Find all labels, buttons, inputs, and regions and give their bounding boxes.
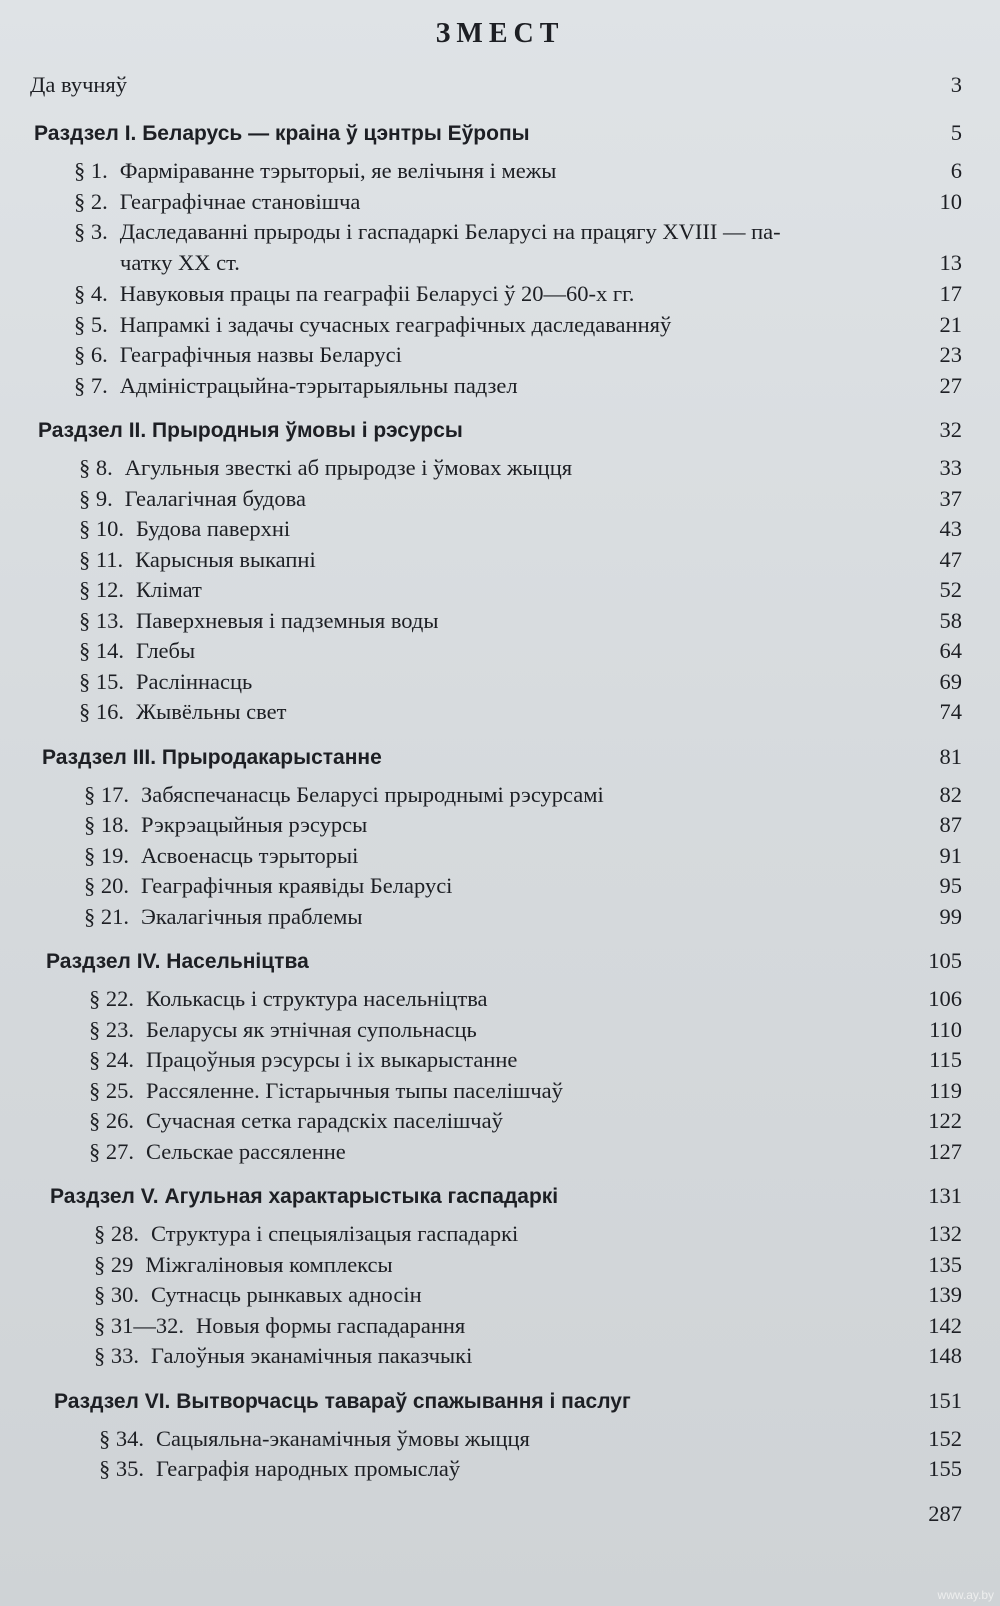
toc-item — [89, 986, 962, 1020]
item-title: Паверхневыя і падземныя воды — [136, 607, 439, 633]
item-title: Карысныя выкапні — [135, 546, 316, 572]
item-number: § 19. — [84, 842, 129, 868]
page-number: 148 — [928, 1343, 962, 1368]
item-title: Працоўныя рэсурсы і іх выкарыстанне — [146, 1047, 518, 1072]
page-number: 43 — [939, 516, 962, 541]
item-title: Геаграфічныя назвы Беларусі — [119, 342, 402, 367]
item-number: § 4. — [74, 281, 108, 306]
watermark: www.ay.by — [937, 1588, 994, 1602]
page-number: 74 — [939, 699, 962, 724]
toc-section — [54, 1388, 962, 1422]
toc-item — [94, 1252, 962, 1286]
item-title: Рассяленне. Гістарычныя тыпы паселішчаў — [146, 1077, 563, 1103]
item-title: Сучасная сетка гарадскіх паселішчаў — [146, 1108, 503, 1133]
item-title: Клімат — [136, 577, 202, 602]
item-title: Экалагічныя праблемы — [141, 903, 363, 929]
item-number: § 27. — [89, 1138, 134, 1164]
item-number: § 33. — [94, 1343, 139, 1368]
toc-intro — [30, 72, 962, 106]
page-number: 69 — [939, 668, 962, 694]
item-number: § 24. — [89, 1047, 134, 1072]
item-title: Асвоенасць тэрыторыі — [141, 842, 359, 868]
page-number: 105 — [928, 948, 962, 973]
page-number: 95 — [939, 873, 962, 898]
page-number: 82 — [939, 781, 962, 807]
item-number: § 10. — [79, 516, 124, 541]
page-number: 142 — [928, 1312, 962, 1338]
page-number: 27 — [939, 372, 962, 398]
item-title: Забяспечанасць Беларусі прыроднымі рэсурсамі — [141, 781, 604, 807]
item-title: Навуковыя працы па геаграфіі Беларусі ў 20—60-х гг. — [119, 281, 635, 306]
toc-item — [94, 1313, 962, 1347]
item-title: Новыя формы гаспадарання — [196, 1312, 466, 1338]
item-number: § 28. — [94, 1221, 139, 1246]
page-number: 32 — [939, 417, 962, 442]
section-title: Раздзел VI. Вытворчасць тавараў спажывання і паслуг — [54, 1389, 631, 1413]
toc-item — [99, 1456, 962, 1490]
item-number: § 11. — [79, 546, 124, 572]
page-number: 52 — [939, 577, 962, 602]
toc-item — [84, 904, 962, 938]
item-number: § 18. — [84, 812, 129, 837]
section-title: Раздзел IV. Насельніцтва — [46, 950, 309, 973]
page-number: 131 — [928, 1183, 962, 1208]
toc-item — [94, 1343, 962, 1377]
page-number: 3 — [950, 72, 962, 97]
toc-item — [74, 373, 962, 407]
item-number: § 1. — [74, 158, 108, 183]
item-number: § 12. — [79, 577, 124, 602]
item-number: § 5. — [74, 311, 108, 337]
page-number: 47 — [939, 546, 962, 572]
item-number: § 8. — [79, 455, 113, 480]
toc-item — [89, 1078, 962, 1112]
item-title: Беларусы як этнічная супольнасць — [146, 1016, 477, 1042]
toc-item — [84, 873, 962, 907]
toc-item — [89, 1139, 962, 1173]
item-title: Напрамкі і задачы сучасных геаграфічных даследаванняў — [119, 311, 672, 337]
toc-item — [79, 608, 962, 642]
item-title: Рэкрэацыйныя рэсурсы — [141, 812, 368, 837]
toc-item — [79, 547, 962, 581]
item-number: § 30. — [94, 1282, 139, 1307]
item-number: § 15. — [79, 668, 124, 694]
item-title: Фарміраванне тэрыторыі, яе велічыня і межы — [119, 158, 557, 183]
page-number: 106 — [928, 986, 962, 1011]
section-title: Раздзел V. Агульная характарыстыка гаспадаркі — [50, 1185, 559, 1208]
toc-section — [34, 120, 962, 154]
page-number: 64 — [939, 638, 962, 663]
toc-item — [79, 486, 962, 520]
item-number: § 29 — [94, 1251, 134, 1277]
page-number: 33 — [939, 455, 962, 480]
item-number: § 7. — [74, 372, 108, 398]
item-title: Сацыяльна-эканамічныя ўмовы жыцця — [156, 1425, 530, 1451]
item-title: Структура і спецыялізацыя гаспадаркі — [151, 1221, 519, 1246]
item-number: § 14. — [79, 638, 124, 663]
toc-item — [89, 1017, 962, 1051]
page-number: 135 — [928, 1251, 962, 1277]
page-number: 87 — [939, 812, 962, 837]
toc-item — [99, 1426, 962, 1460]
page-number: 139 — [928, 1282, 962, 1307]
page-number: 91 — [939, 842, 962, 868]
item-number: § 25. — [89, 1077, 134, 1103]
item-title: Агульныя звесткі аб прыродзе і ўмовах жыцця — [124, 455, 573, 480]
item-title: Колькасць і структура насельніцтва — [146, 986, 488, 1011]
section-title: Раздзел II. Прыродныя ўмовы і рэсурсы — [38, 419, 463, 442]
item-number: § 9. — [79, 485, 113, 511]
item-title: Сутнасць рынкавых адносін — [151, 1282, 422, 1307]
page-title: ЗМЕСТ — [435, 18, 565, 49]
page-number: 152 — [928, 1425, 962, 1451]
item-number: § 23. — [89, 1016, 134, 1042]
page-number: 10 — [939, 188, 962, 214]
footer-page-number: 287 — [928, 1500, 962, 1526]
toc-section — [42, 744, 962, 778]
toc-section — [50, 1183, 962, 1217]
item-title: Геалагічная будова — [124, 485, 306, 511]
item-title-continuation: чатку XX ст. — [120, 250, 240, 275]
toc-item — [74, 158, 962, 192]
item-title: Жывёльны свет — [136, 699, 287, 724]
toc-item — [94, 1282, 962, 1316]
toc-item — [94, 1221, 962, 1255]
toc-item — [84, 812, 962, 846]
item-number: § 13. — [79, 607, 124, 633]
toc-section — [46, 948, 962, 982]
page-number: 99 — [939, 903, 962, 929]
section-title: Раздзел III. Прыродакарыстанне — [42, 745, 382, 769]
item-number: § 22. — [89, 986, 134, 1011]
item-title: Да вучняў — [30, 72, 128, 97]
toc-item — [74, 312, 962, 346]
toc-item — [74, 281, 962, 315]
page-number: 23 — [939, 342, 962, 367]
item-number: § 26. — [89, 1108, 134, 1133]
item-title: Глебы — [136, 638, 196, 663]
item-title: Геаграфічнае становішча — [119, 188, 361, 214]
toc-item-continuation — [120, 250, 962, 284]
toc-section — [38, 417, 962, 451]
page-number: 6 — [950, 158, 962, 183]
toc-item — [74, 219, 962, 253]
item-number: § 20. — [84, 873, 129, 898]
item-title: Міжгаліновыя комплексы — [145, 1251, 393, 1277]
item-title: Геаграфія народных промыслаў — [156, 1456, 461, 1481]
toc-item — [74, 342, 962, 376]
page-number: 127 — [928, 1138, 962, 1164]
page-number: 13 — [939, 250, 962, 275]
page-number: 155 — [928, 1456, 962, 1481]
toc-item — [79, 577, 962, 611]
page-number: 58 — [939, 607, 962, 633]
item-title: Галоўныя эканамічныя паказчыкі — [151, 1343, 473, 1368]
page-number: 37 — [939, 485, 962, 511]
toc-item — [89, 1047, 962, 1081]
toc-item — [79, 669, 962, 703]
page-number: 81 — [939, 743, 962, 769]
item-title: Даследаванні прыроды і гаспадаркі Беларусі на працягу XVIII — па- — [119, 219, 781, 244]
item-title: Адміністрацыйна-тэрытарыяльны падзел — [119, 372, 518, 398]
page-number: 122 — [928, 1108, 962, 1133]
item-number: § 34. — [99, 1425, 144, 1451]
toc-item — [79, 516, 962, 550]
toc-item — [89, 1108, 962, 1142]
toc-item — [79, 699, 962, 733]
item-title: Расліннасць — [136, 668, 253, 694]
page-number: 110 — [929, 1016, 962, 1042]
toc-item — [84, 843, 962, 877]
item-number: § 16. — [79, 699, 124, 724]
item-number: § 3. — [74, 219, 108, 244]
item-title: Будова паверхні — [136, 516, 291, 541]
toc-item — [74, 189, 962, 223]
item-title: Геаграфічныя краявіды Беларусі — [141, 873, 453, 898]
page-number: 115 — [929, 1047, 962, 1072]
item-number: § 6. — [74, 342, 108, 367]
toc-item — [79, 455, 962, 489]
item-number: § 31—32. — [94, 1312, 184, 1338]
page-number: 21 — [939, 311, 962, 337]
page-number: 17 — [939, 281, 962, 306]
item-title: Сельскае рассяленне — [146, 1138, 346, 1164]
page-number: 119 — [929, 1077, 962, 1103]
page-number: 151 — [928, 1387, 962, 1413]
page-number: 5 — [950, 120, 962, 145]
toc-item — [84, 782, 962, 816]
item-number: § 35. — [99, 1456, 144, 1481]
item-number: § 17. — [84, 781, 129, 807]
toc-item — [79, 638, 962, 672]
item-number: § 21. — [84, 903, 129, 929]
section-title: Раздзел I. Беларусь — краіна ў цэнтры Еўропы — [34, 122, 530, 145]
item-number: § 2. — [74, 188, 108, 214]
page-number: 132 — [928, 1221, 962, 1246]
